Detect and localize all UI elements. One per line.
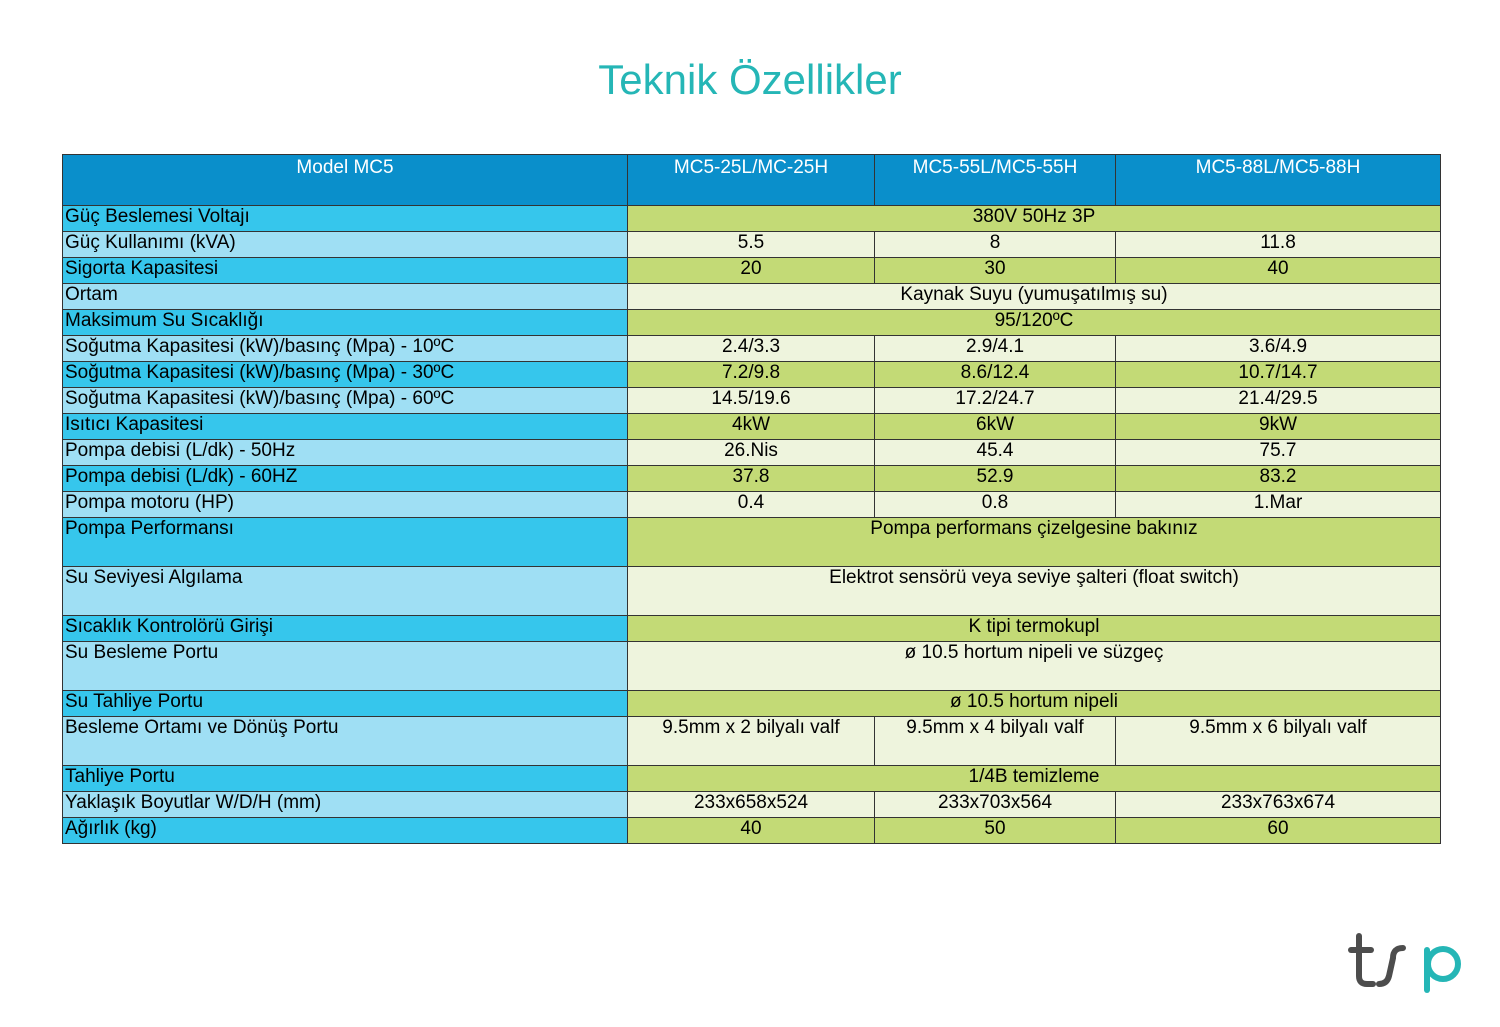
row-value: 6kW xyxy=(875,414,1116,440)
row-value: 40 xyxy=(628,818,875,844)
row-label: Su Seviyesi Algılama xyxy=(63,567,628,616)
row-value: 2.4/3.3 xyxy=(628,336,875,362)
row-label: Soğutma Kapasitesi (kW)/basınç (Mpa) - 10ºC xyxy=(63,336,628,362)
row-label: Su Besleme Portu xyxy=(63,642,628,691)
row-value: 14.5/19.6 xyxy=(628,388,875,414)
table-row xyxy=(63,766,1441,792)
table-row xyxy=(63,518,1441,567)
row-value-merged: Kaynak Suyu (yumuşatılmış su) xyxy=(628,284,1441,310)
row-label: Su Tahliye Portu xyxy=(63,691,628,717)
row-label: Isıtıcı Kapasitesi xyxy=(63,414,628,440)
table-row xyxy=(63,567,1441,616)
table-row xyxy=(63,642,1441,691)
header-mc5-88: MC5-88L/MC5-88H xyxy=(1116,155,1441,206)
row-value: 37.8 xyxy=(628,466,875,492)
row-label: Besleme Ortamı ve Dönüş Portu xyxy=(63,717,628,766)
row-value: 75.7 xyxy=(1116,440,1441,466)
row-value-merged: 95/120ºC xyxy=(628,310,1441,336)
table-row xyxy=(63,818,1441,844)
row-value: 40 xyxy=(1116,258,1441,284)
row-value-merged: K tipi termokupl xyxy=(628,616,1441,642)
row-value: 9kW xyxy=(1116,414,1441,440)
row-value: 8.6/12.4 xyxy=(875,362,1116,388)
row-value: 50 xyxy=(875,818,1116,844)
table-row xyxy=(63,284,1441,310)
spec-table xyxy=(62,154,1441,844)
row-value: 4kW xyxy=(628,414,875,440)
row-value: 7.2/9.8 xyxy=(628,362,875,388)
row-value: 0.8 xyxy=(875,492,1116,518)
row-value-merged: ø 10.5 hortum nipeli xyxy=(628,691,1441,717)
row-value: 26.Nis xyxy=(628,440,875,466)
row-label: Tahliye Portu xyxy=(63,766,628,792)
row-label: Ağırlık (kg) xyxy=(63,818,628,844)
table-row xyxy=(63,388,1441,414)
row-label: Ortam xyxy=(63,284,628,310)
row-value: 2.9/4.1 xyxy=(875,336,1116,362)
table-row xyxy=(63,362,1441,388)
table-row xyxy=(63,691,1441,717)
row-value: 30 xyxy=(875,258,1116,284)
row-value-merged: 1/4B temizleme xyxy=(628,766,1441,792)
header-mc5-25: MC5-25L/MC-25H xyxy=(628,155,875,206)
row-value: 20 xyxy=(628,258,875,284)
page-title: Teknik Özellikler xyxy=(598,56,902,103)
row-value-merged: Pompa performans çizelgesine bakınız xyxy=(628,518,1441,567)
row-value: 9.5mm x 4 bilyalı valf xyxy=(875,717,1116,766)
row-value: 0.4 xyxy=(628,492,875,518)
row-label: Pompa debisi (L/dk) - 60HZ xyxy=(63,466,628,492)
row-label: Sıcaklık Kontrolörü Girişi xyxy=(63,616,628,642)
row-value: 11.8 xyxy=(1116,232,1441,258)
table-header-row xyxy=(63,155,1441,206)
row-label: Güç Beslemesi Voltajı xyxy=(63,206,628,232)
row-value: 233x658x524 xyxy=(628,792,875,818)
header-model: Model MC5 xyxy=(63,155,628,206)
row-value: 17.2/24.7 xyxy=(875,388,1116,414)
table-row xyxy=(63,492,1441,518)
row-label: Yaklaşık Boyutlar W/D/H (mm) xyxy=(63,792,628,818)
row-value-merged: ø 10.5 hortum nipeli ve süzgeç xyxy=(628,642,1441,691)
row-value: 60 xyxy=(1116,818,1441,844)
table-row xyxy=(63,440,1441,466)
table-row xyxy=(63,258,1441,284)
row-label: Soğutma Kapasitesi (kW)/basınç (Mpa) - 30ºC xyxy=(63,362,628,388)
table-row xyxy=(63,792,1441,818)
row-value: 83.2 xyxy=(1116,466,1441,492)
row-value: 45.4 xyxy=(875,440,1116,466)
row-value: 5.5 xyxy=(628,232,875,258)
row-value-merged: 380V 50Hz 3P xyxy=(628,206,1441,232)
header-mc5-55: MC5-55L/MC5-55H xyxy=(875,155,1116,206)
row-value: 3.6/4.9 xyxy=(1116,336,1441,362)
table-row xyxy=(63,206,1441,232)
table-row xyxy=(63,232,1441,258)
tsp-logo xyxy=(1345,928,1475,998)
row-label: Maksimum Su Sıcaklığı xyxy=(63,310,628,336)
table-row xyxy=(63,616,1441,642)
row-value: 8 xyxy=(875,232,1116,258)
row-value: 233x763x674 xyxy=(1116,792,1441,818)
row-value: 21.4/29.5 xyxy=(1116,388,1441,414)
table-row xyxy=(63,310,1441,336)
row-label: Güç Kullanımı (kVA) xyxy=(63,232,628,258)
row-value: 9.5mm x 6 bilyalı valf xyxy=(1116,717,1441,766)
table-row xyxy=(63,336,1441,362)
row-value: 10.7/14.7 xyxy=(1116,362,1441,388)
row-value: 1.Mar xyxy=(1116,492,1441,518)
row-label: Pompa Performansı xyxy=(63,518,628,567)
row-label: Pompa motoru (HP) xyxy=(63,492,628,518)
row-value-merged: Elektrot sensörü veya seviye şalteri (float switch) xyxy=(628,567,1441,616)
row-label: Soğutma Kapasitesi (kW)/basınç (Mpa) - 60ºC xyxy=(63,388,628,414)
table-row xyxy=(63,717,1441,766)
row-value: 233x703x564 xyxy=(875,792,1116,818)
table-row xyxy=(63,466,1441,492)
row-value: 52.9 xyxy=(875,466,1116,492)
table-row xyxy=(63,414,1441,440)
row-value: 9.5mm x 2 bilyalı valf xyxy=(628,717,875,766)
row-label: Pompa debisi (L/dk) - 50Hz xyxy=(63,440,628,466)
row-label: Sigorta Kapasitesi xyxy=(63,258,628,284)
